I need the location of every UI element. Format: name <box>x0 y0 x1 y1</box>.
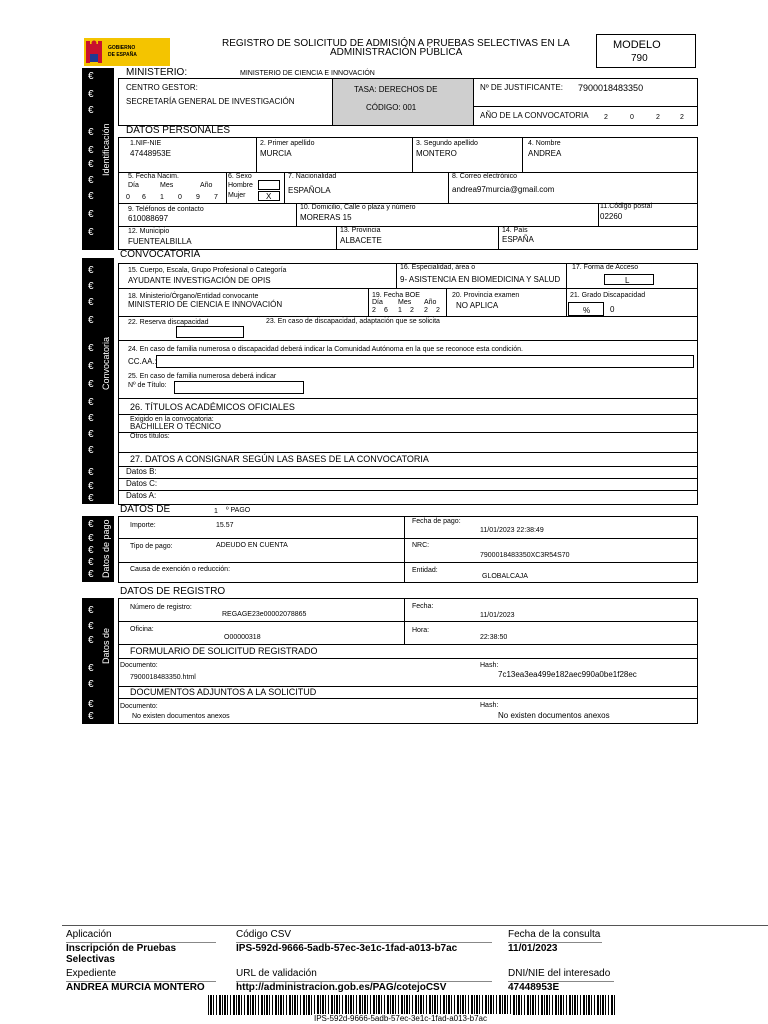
boe-digit: 1 <box>398 307 402 314</box>
euro-symbol: € <box>88 281 94 292</box>
anio-digit: 2 <box>680 114 684 121</box>
side-label-identificacion: Identificación <box>101 123 111 176</box>
exigido-label: Exigido en la convocatoria: <box>130 416 214 423</box>
euro-symbol: € <box>88 445 94 456</box>
side-label-convocatoria: Convocatoria <box>101 336 111 390</box>
adjunto-hash-value: No existen documentos anexos <box>498 711 610 720</box>
fecha-nac-digit: 7 <box>214 194 218 201</box>
registro-box <box>118 598 698 724</box>
euro-symbol: € <box>88 297 94 308</box>
hombre-label: Hombre <box>228 182 253 189</box>
entidad-label: Entidad: <box>412 567 438 574</box>
euro-symbol: € <box>88 605 94 616</box>
numero-registro-label: Número de registro: <box>130 604 192 611</box>
pago-number: 1 <box>214 508 218 515</box>
euro-symbol: € <box>88 679 94 690</box>
causa-label: Causa de exención o reducción: <box>130 566 231 573</box>
provincia-examen-value: NO APLICA <box>456 301 499 310</box>
anio-digit: 2 <box>604 114 608 121</box>
organo-value: MINISTERIO DE CIENCIA E INNOVACIÓN <box>128 300 283 309</box>
hash-value: 7c13ea3ea499e182aec990a0be1f28ec <box>498 670 637 679</box>
importe-value: 15.57 <box>216 522 234 529</box>
footer-url-label: URL de validación <box>236 968 317 979</box>
adaptacion-label: 23. En caso de discapacidad, adaptación que se solicita <box>266 318 440 325</box>
hash-label: Hash: <box>480 662 499 669</box>
datos-c-label: Datos C: <box>126 479 158 488</box>
centro-gestor-value: SECRETARÍA GENERAL DE INVESTIGACIÓN <box>126 97 295 106</box>
anio-digit: 0 <box>630 114 634 121</box>
registro-title: DATOS DE REGISTRO <box>120 586 226 597</box>
justificante-label: Nº DE JUSTIFICANTE: <box>480 83 563 92</box>
pais-label: 14. País <box>502 227 528 234</box>
familia-text: 24. En caso de familia numerosa o discapacidad deberá indicar la Comunidad Autónoma en la que se reconoce esta condición. <box>128 346 523 353</box>
titulos-title: 26. TÍTULOS ACADÉMICOS OFICIALES <box>130 402 295 412</box>
entidad-value: GLOBALCAJA <box>482 573 528 580</box>
ccaa-field[interactable] <box>156 355 694 368</box>
documento-value: 7900018483350.html <box>130 674 196 681</box>
euro-symbol: € <box>88 379 94 390</box>
barcode-text: IPS-592d-9666-5adb-57ec-3e1c-1fad-a013-b7ac <box>314 1014 488 1023</box>
registro-fecha-value: 11/01/2023 <box>480 612 515 619</box>
euro-symbol: € <box>88 557 94 568</box>
pais-value: ESPAÑA <box>502 235 534 244</box>
euro-symbol: € <box>88 191 94 202</box>
municipio-value: FUENTEALBILLA <box>128 237 192 246</box>
importe-label: Importe: <box>130 522 156 529</box>
nrc-value: 7900018483350XC3R54S70 <box>480 552 570 559</box>
footer-consulta-value: 11/01/2023 <box>508 943 558 954</box>
forma-acceso-box <box>604 274 654 285</box>
correo-value: andrea97murcia@gmail.com <box>452 185 555 194</box>
centro-gestor-label: CENTRO GESTOR: <box>126 83 198 92</box>
euro-symbol: € <box>88 209 94 220</box>
provincia-examen-label: 20. Provincia examen <box>452 292 520 299</box>
side-label-registro: Datos de <box>101 627 111 664</box>
euro-symbol: € <box>88 699 94 710</box>
anio-convocatoria-label: AÑO DE LA CONVOCATORIA <box>480 111 589 120</box>
especialidad-label: 16. Especialidad, área o <box>400 264 476 271</box>
footer-dni-value: 47448953E <box>508 982 560 993</box>
fecha-nac-digit: 9 <box>196 194 200 201</box>
hombre-checkbox[interactable] <box>258 180 280 190</box>
fecha-nac-digit: 1 <box>160 194 164 201</box>
euro-symbol: € <box>88 481 94 492</box>
reserva-box <box>176 326 244 338</box>
tasa-line-1: TASA: DERECHOS DE <box>354 85 438 94</box>
hora-label: Hora: <box>412 627 430 634</box>
especialidad-value: 9- ASISTENCIA EN BIOMEDICINA Y SALUD <box>400 275 561 284</box>
euro-symbol: € <box>88 545 94 556</box>
datos-personales-box <box>118 137 698 250</box>
euro-symbol: € <box>88 569 94 580</box>
euro-symbol: € <box>88 105 94 116</box>
datos-personales-title: DATOS PERSONALES <box>126 125 231 136</box>
euro-symbol: € <box>88 621 94 632</box>
organo-label: 18. Ministerio/Órgano/Entidad convocante <box>128 293 259 300</box>
apellido1-value: MURCIA <box>260 149 292 158</box>
logo-line-1: GOBIERNO <box>108 45 136 51</box>
euro-symbol: € <box>88 265 94 276</box>
ccaa-label: CC.AA.: <box>128 357 157 366</box>
euro-symbol: € <box>88 519 94 530</box>
anio-digit: 2 <box>656 114 660 121</box>
euro-symbol: € <box>88 413 94 424</box>
footer-expediente-label: Expediente <box>66 968 117 979</box>
cp-label: 11.Código postal <box>600 203 653 210</box>
bases-title: 27. DATOS A CONSIGNAR SEGÚN LAS BASES DE LA CONVOCATORIA <box>130 454 429 464</box>
discapacidad-pct: % <box>583 306 591 315</box>
euro-symbol: € <box>88 343 94 354</box>
nombre-label: 4. Nombre <box>528 140 561 147</box>
nacionalidad-value: ESPAÑOLA <box>288 186 331 195</box>
sidebar-ministerio <box>82 68 114 126</box>
ministerio-value: MINISTERIO DE CIENCIA E INNOVACIÓN <box>240 70 375 77</box>
euro-symbol: € <box>88 127 94 138</box>
discapacidad-label: 21. Grado Discapacidad <box>570 292 646 299</box>
footer-csv-value: IPS-592d-9666-5adb-57ec-3e1c-1fad-a013-b7ac <box>236 943 458 954</box>
provincia-value: ALBACETE <box>340 236 382 245</box>
justificante-value: 7900018483350 <box>578 83 644 93</box>
fecha-boe-label: 19. Fecha BOE <box>372 292 420 299</box>
modelo-number: 790 <box>631 53 648 64</box>
footer-dni-label: DNI/NIE del interesado <box>508 968 611 979</box>
anio-label: Año <box>200 182 213 189</box>
adjunto-documento-value: No existen documentos anexos <box>132 713 230 720</box>
numero-registro-value: REGAGE23e00002078865 <box>222 611 307 618</box>
euro-symbol: € <box>88 397 94 408</box>
formulario-title: FORMULARIO DE SOLICITUD REGISTRADO <box>130 646 318 656</box>
titulo-field[interactable] <box>174 381 304 394</box>
ministerio-label: MINISTERIO: <box>126 67 188 78</box>
boe-digit: 6 <box>384 307 388 314</box>
adjunto-documento-label: Documento: <box>120 703 158 710</box>
fecha-nac-label: 5. Fecha Nacim. <box>128 173 179 180</box>
gobierno-logo <box>84 38 170 66</box>
reserva-label: 22. Reserva discapacidad <box>128 319 209 326</box>
otros-titulos-label: Otros títulos: <box>130 433 170 440</box>
euro-symbol: € <box>88 467 94 478</box>
euro-symbol: € <box>88 493 94 504</box>
mes-label: Mes <box>160 182 174 189</box>
footer-aplicacion-value-2: Selectivas <box>66 954 115 965</box>
euro-symbol: € <box>88 175 94 186</box>
datos-a-label: Datos A: <box>126 491 157 500</box>
euro-symbol: € <box>88 429 94 440</box>
fecha-nac-digit: 0 <box>178 194 182 201</box>
provincia-label: 13. Provincia <box>340 227 381 234</box>
document-title-line-1: REGISTRO DE SOLICITUD DE ADMISIÓN A PRUEBAS SELECTIVAS EN LA <box>222 38 570 49</box>
mujer-label: Mujer <box>228 192 246 199</box>
logo-line-2: DE ESPAÑA <box>108 52 137 58</box>
euro-symbol: € <box>88 711 94 722</box>
nif-label: 1.NIF-NIE <box>130 140 162 147</box>
boe-digit: 2 <box>372 307 376 314</box>
euro-symbol: € <box>88 361 94 372</box>
fecha-pago-value: 11/01/2023 22:38:49 <box>480 527 544 534</box>
apellido2-value: MONTERO <box>416 149 457 158</box>
boe-anio-label: Año <box>424 299 437 306</box>
adjuntos-title: DOCUMENTOS ADJUNTOS A LA SOLICITUD <box>130 687 317 697</box>
correo-label: 8. Correo electrónico <box>452 173 517 180</box>
nif-value: 47448953E <box>130 149 171 158</box>
tipo-pago-label: Tipo de pago: <box>130 543 173 550</box>
cp-value: 02260 <box>600 212 623 221</box>
side-label-pago: Datos de pago <box>101 519 111 578</box>
convocatoria-title: CONVOCATORIA <box>120 249 201 260</box>
documento-label: Documento: <box>120 662 158 669</box>
registro-fecha-label: Fecha: <box>412 603 434 610</box>
forma-acceso-value: L <box>625 276 630 285</box>
boe-mes-label: Mes <box>398 299 412 306</box>
cuerpo-label: 15. Cuerpo, Escala, Grupo Profesional o Categoría <box>128 267 287 274</box>
apellido1-label: 2. Primer apellido <box>260 140 315 147</box>
titulo-label: Nº de Título: <box>128 382 167 389</box>
boe-digit: 2 <box>410 307 414 314</box>
euro-symbol: € <box>88 635 94 646</box>
footer-aplicacion-value-1: Inscripción de Pruebas <box>66 943 177 954</box>
sexo-label: 6. Sexo <box>228 173 252 180</box>
euro-symbol: € <box>88 145 94 156</box>
boe-digit: 2 <box>436 307 440 314</box>
modelo-label: MODELO <box>613 39 661 51</box>
tipo-pago-value: ADEUDO EN CUENTA <box>216 542 288 549</box>
euro-symbol: € <box>88 227 94 238</box>
euro-symbol: € <box>88 663 94 674</box>
adjunto-hash-label: Hash: <box>480 702 499 709</box>
telefono-label: 9. Teléfonos de contacto <box>128 206 204 213</box>
discapacidad-box <box>568 302 604 316</box>
hora-value: 22:38:50 <box>480 634 508 641</box>
mujer-checkbox[interactable] <box>258 191 280 201</box>
nrc-label: NRC: <box>412 542 430 549</box>
euro-symbol: € <box>88 315 94 326</box>
euro-symbol: € <box>88 71 94 82</box>
domicilio-value: MORERAS 15 <box>300 213 352 222</box>
footer-csv-label: Código CSV <box>236 929 292 940</box>
forma-acceso-label: 17. Forma de Acceso <box>572 264 639 271</box>
discapacidad-value: 0 <box>610 305 615 314</box>
euro-symbol: € <box>88 89 94 100</box>
fecha-pago-label: Fecha de pago: <box>412 518 461 525</box>
fecha-nac-digit: 6 <box>142 194 146 201</box>
footer-aplicacion-label: Aplicación <box>66 929 112 940</box>
pago-label: º PAGO <box>226 507 251 514</box>
modelo-box <box>596 34 696 68</box>
telefono-value: 610088697 <box>128 214 169 223</box>
footer-url-value[interactable]: http://administracion.gob.es/PAG/cotejoCSV <box>236 982 447 993</box>
familia-titulo-text: 25. En caso de familia numerosa deberá indicar <box>128 373 277 380</box>
euro-symbol: € <box>88 533 94 544</box>
csv-barcode <box>208 995 616 1015</box>
footer-consulta-label: Fecha de la consulta <box>508 929 601 940</box>
fecha-nac-digit: 0 <box>126 194 130 201</box>
exigido-value: BACHILLER O TÉCNICO <box>130 422 221 431</box>
boe-digit: 2 <box>424 307 428 314</box>
nacionalidad-label: 7. Nacionalidad <box>288 173 337 180</box>
datos-b-label: Datos B: <box>126 467 157 476</box>
mujer-mark: X <box>266 192 272 201</box>
oficina-label: Oficina: <box>130 626 154 633</box>
domicilio-label: 10. Domicilio, Calle o plaza y número <box>300 204 416 211</box>
pago-title: DATOS DE <box>120 504 171 515</box>
cuerpo-value: AYUDANTE INVESTIGACIÓN DE OPIS <box>128 276 271 285</box>
apellido2-label: 3. Segundo apellido <box>416 140 478 147</box>
dia-label: Día <box>128 182 139 189</box>
nombre-value: ANDREA <box>528 149 562 158</box>
boe-dia-label: Día <box>372 299 383 306</box>
oficina-value: O00000318 <box>224 634 261 641</box>
tasa-line-2: CÓDIGO: 001 <box>366 103 417 112</box>
euro-symbol: € <box>88 159 94 170</box>
municipio-label: 12. Municipio <box>128 228 170 235</box>
document-title-line-2: ADMINISTRACIÓN PÚBLICA <box>330 47 463 58</box>
footer-expediente-value: ANDREA MURCIA MONTERO <box>66 982 205 993</box>
